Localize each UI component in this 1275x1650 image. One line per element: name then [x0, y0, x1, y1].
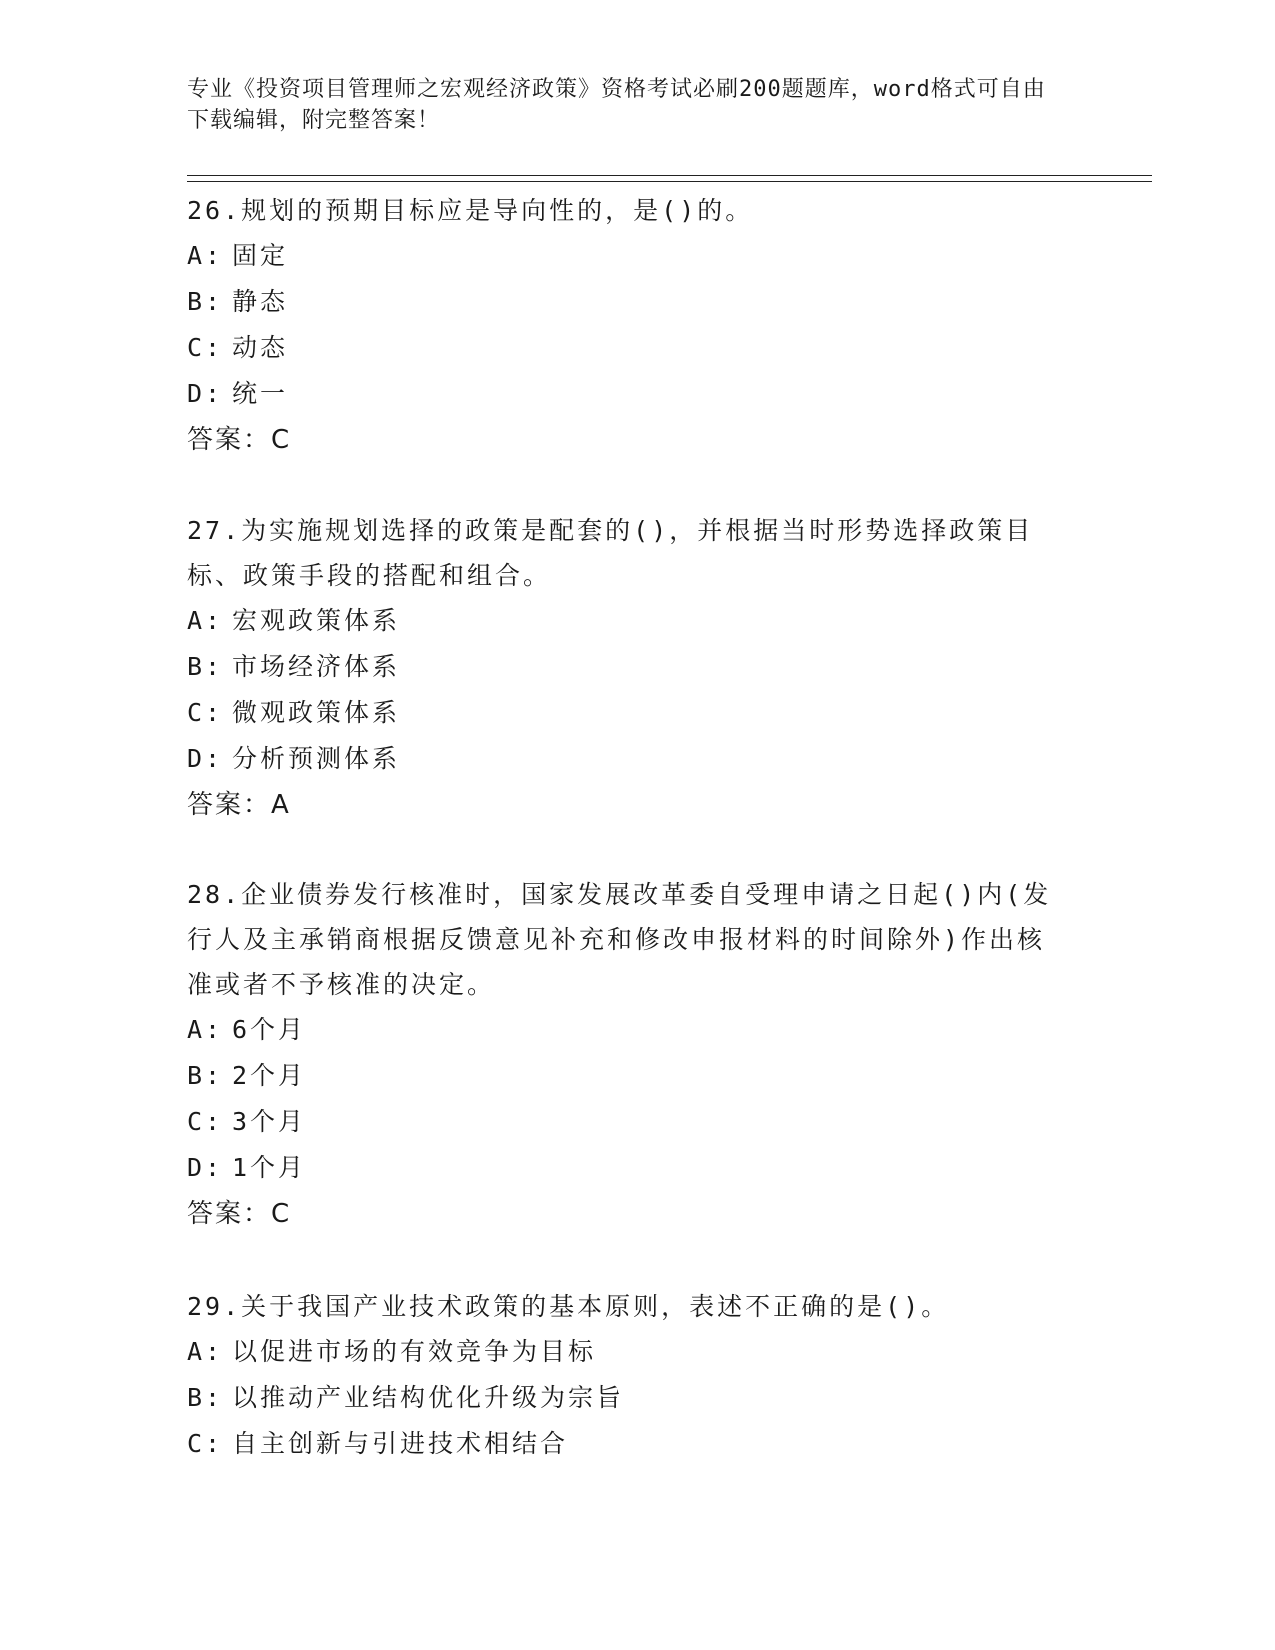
option-text: 3个月 [232, 1107, 307, 1136]
option-c [187, 325, 1067, 371]
option-text: 以推动产业结构优化升级为宗旨 [232, 1383, 625, 1412]
question-28 [187, 872, 1067, 1237]
option-c [187, 690, 1067, 736]
question-27 [187, 508, 1067, 828]
option-text: 统一 [232, 379, 289, 408]
option-letter: D: [187, 744, 224, 773]
option-letter: B: [187, 1383, 224, 1412]
option-letter: B: [187, 652, 224, 681]
answer-line: 答案：A [187, 790, 291, 820]
option-text: 静态 [232, 287, 289, 316]
option-text: 以促进市场的有效竞争为目标 [232, 1337, 597, 1366]
document-title: 专业《投资项目管理师之宏观经济政策》资格考试必刷200题题库，word格式可自由下载编辑，附完整答案！ [187, 77, 1046, 133]
option-letter: C: [187, 333, 224, 362]
option-text: 2个月 [232, 1061, 307, 1090]
option-letter: D: [187, 379, 224, 408]
option-text: 1个月 [232, 1153, 307, 1182]
option-b [187, 1053, 1067, 1099]
option-letter: A: [187, 241, 224, 270]
option-d [187, 736, 1067, 782]
question-stem: 27.为实施规划选择的政策是配套的()，并根据当时形势选择政策目标、政策手段的搭配和组合。 [187, 516, 1034, 590]
option-letter: C: [187, 1429, 224, 1458]
option-text: 自主创新与引进技术相结合 [232, 1429, 569, 1458]
option-letter: C: [187, 698, 224, 727]
option-c [187, 1421, 1067, 1467]
option-a [187, 1329, 1067, 1375]
option-letter: C: [187, 1107, 224, 1136]
option-letter: A: [187, 1337, 224, 1366]
option-b [187, 644, 1067, 690]
option-a [187, 1007, 1067, 1053]
header-divider-bottom [187, 181, 1152, 182]
option-b [187, 279, 1067, 325]
option-letter: B: [187, 287, 224, 316]
option-text: 动态 [232, 333, 289, 362]
option-text: 6个月 [232, 1015, 307, 1044]
answer-line: 答案：C [187, 1199, 292, 1229]
option-text: 市场经济体系 [232, 652, 401, 681]
header-divider-top [187, 175, 1152, 176]
option-d [187, 371, 1067, 417]
question-29 [187, 1284, 1067, 1467]
option-letter: A: [187, 1015, 224, 1044]
option-letter: B: [187, 1061, 224, 1090]
option-text: 宏观政策体系 [232, 606, 401, 635]
option-d [187, 1145, 1067, 1191]
option-a [187, 233, 1067, 279]
option-c [187, 1099, 1067, 1145]
question-stem: 28.企业债券发行核准时，国家发展改革委自受理申请之日起()内(发行人及主承销商根据反馈意见补充和修改申报材料的时间除外)作出核准或者不予核准的决定。 [187, 880, 1052, 999]
question-stem: 26.规划的预期目标应是导向性的，是()的。 [187, 196, 754, 225]
option-text: 分析预测体系 [232, 744, 401, 773]
option-b [187, 1375, 1067, 1421]
option-text: 固定 [232, 241, 289, 270]
option-a [187, 598, 1067, 644]
question-stem: 29.关于我国产业技术政策的基本原则，表述不正确的是()。 [187, 1292, 950, 1321]
option-text: 微观政策体系 [232, 698, 401, 727]
question-26 [187, 188, 1067, 463]
option-letter: D: [187, 1153, 224, 1182]
document-header [187, 74, 1067, 136]
answer-line: 答案：C [187, 425, 292, 455]
option-letter: A: [187, 606, 224, 635]
